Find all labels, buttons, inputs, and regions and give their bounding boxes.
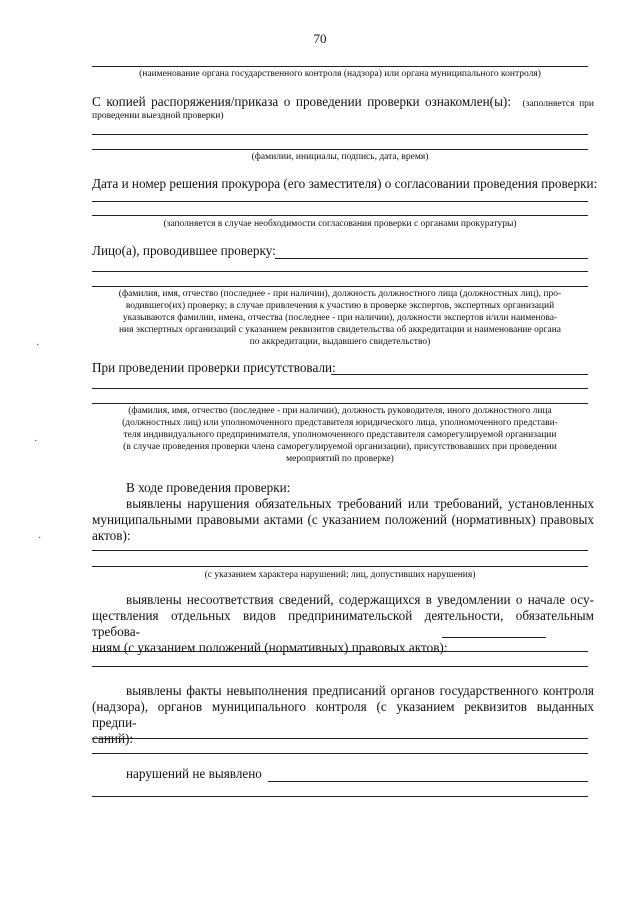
scan-speck: ·: [34, 436, 38, 447]
none-found-line-inline: [268, 781, 588, 782]
inspector-line-inline: [275, 258, 588, 259]
violations-line-1: [92, 550, 588, 551]
prosecutor-text: Дата и номер решения прокурора (его заместителя) о согласовании проведения проверки:: [92, 176, 598, 191]
acquaintance-caption: (фамилии, инициалы, подпись, дата, время): [251, 152, 429, 162]
nonfulfillment-line: саний):: [92, 731, 134, 746]
acquaintance-line-1: [92, 134, 588, 135]
inconsistencies-line-3: [92, 666, 588, 667]
inspector-caption-line: (фамилия, имя, отчество (последнее - при наличии), должность должностного лица (должностных лиц), про-: [118, 289, 562, 299]
acquaintance-text: С копией распоряжения/приказа о проведении проверки ознакомлен(ы):: [92, 94, 511, 109]
scan-speck: ·: [38, 533, 42, 544]
inspector-caption: [92, 288, 588, 348]
inspector-caption-line: водившего(их) проверку; в случае привлечения к участию в проверке экспертов, экспертных организаций: [125, 301, 555, 311]
present-caption: [92, 405, 588, 465]
nonfulfillment-line-2: [92, 753, 588, 754]
inspector-caption-line: ния экспертных организаций с указанием реквизитов свидетельства об аккредитации и наименование органа: [118, 325, 562, 335]
nonfulfillment-line: выявлены факты невыполнения предписаний органов государственного контроля: [126, 683, 594, 698]
acquaintance-line-2: [92, 149, 588, 150]
prosecutor-line-1: [92, 201, 588, 202]
present-line-2: [92, 388, 588, 389]
violations-block: [92, 496, 594, 544]
acquaintance-block: [92, 94, 594, 112]
page-number: 70: [313, 31, 327, 46]
findings-intro: В ходе проведения проверки:: [126, 480, 291, 495]
violations-line: муниципальными правовыми актами (с указанием положений (нормативных) правовых: [92, 512, 594, 527]
prosecutor-line-2: [92, 215, 588, 216]
inconsistencies-line-2: [92, 651, 588, 652]
acquaintance-note-1: (заполняется при: [522, 99, 595, 109]
nonfulfillment-line: (надзора), органов муниципального контроля (с указанием реквизитов выданных предпи-: [92, 699, 594, 730]
inconsistencies-line-inline: [442, 637, 546, 638]
none-found-line-2: [92, 796, 588, 797]
present-label: При проведении проверки присутствовали:: [92, 360, 336, 375]
inconsistencies-line: ниям (с указанием положений (нормативных) правовых актов):: [92, 640, 448, 655]
inconsistencies-line: выявлены несоответствия сведений, содержащихся в уведомлении о начале осу-: [126, 592, 594, 607]
present-caption-line: мероприятий по проверке): [286, 454, 394, 464]
inconsistencies-block: [92, 592, 594, 656]
inspector-caption-line: указываются фамилии, имена, отчества (последнее - при наличии), должности экспертов и/или наименова-: [122, 313, 558, 323]
present-line-inline: [331, 374, 588, 375]
nonfulfillment-line-1: [92, 738, 588, 739]
present-caption-line: (должностных лиц) или уполномоченного представителя юридического лица, уполномоченного представи-: [122, 418, 558, 428]
organ-name-caption: (наименование органа государственного контроля (надзора) или органа муниципального контроля): [139, 69, 541, 79]
violations-line: актов):: [92, 528, 131, 543]
prosecutor-caption: (заполняется в случае необходимости согласования проверки с органами прокуратуры): [163, 219, 517, 229]
present-caption-line: (фамилия, имя, отчество (последнее - при наличии), должность руководителя, иного должностного лица: [128, 406, 552, 416]
inspector-caption-line: по аккредитации, выдавшего свидетельство): [249, 337, 431, 347]
present-caption-line: (в случае проведения проверки члена саморегулируемой организации), присутствовавших при проведении: [123, 442, 557, 452]
violations-line: выявлены нарушения обязательных требований или требований, установленных: [126, 496, 594, 511]
inspector-label: Лицо(а), проводившее проверку:: [92, 243, 276, 258]
present-caption-line: теля индивидуального предпринимателя, уполномоченного представителя саморегулируемой организации: [123, 430, 557, 440]
violations-caption: (с указанием характера нарушений; лиц, допустивших нарушения): [204, 570, 476, 580]
inconsistencies-line: ществления отдельных видов предпринимательской деятельности, обязательным требова-: [92, 608, 594, 639]
violations-line-2: [92, 566, 588, 567]
none-found-label: нарушений не выявлено: [126, 766, 262, 781]
acquaintance-note-2: проведении выездной проверки): [92, 111, 224, 121]
inspector-line-2: [92, 271, 588, 272]
scan-speck: ·: [36, 340, 40, 351]
organ-name-line: [92, 66, 588, 67]
present-line-3: [92, 403, 588, 404]
inspector-line-3: [92, 286, 588, 287]
